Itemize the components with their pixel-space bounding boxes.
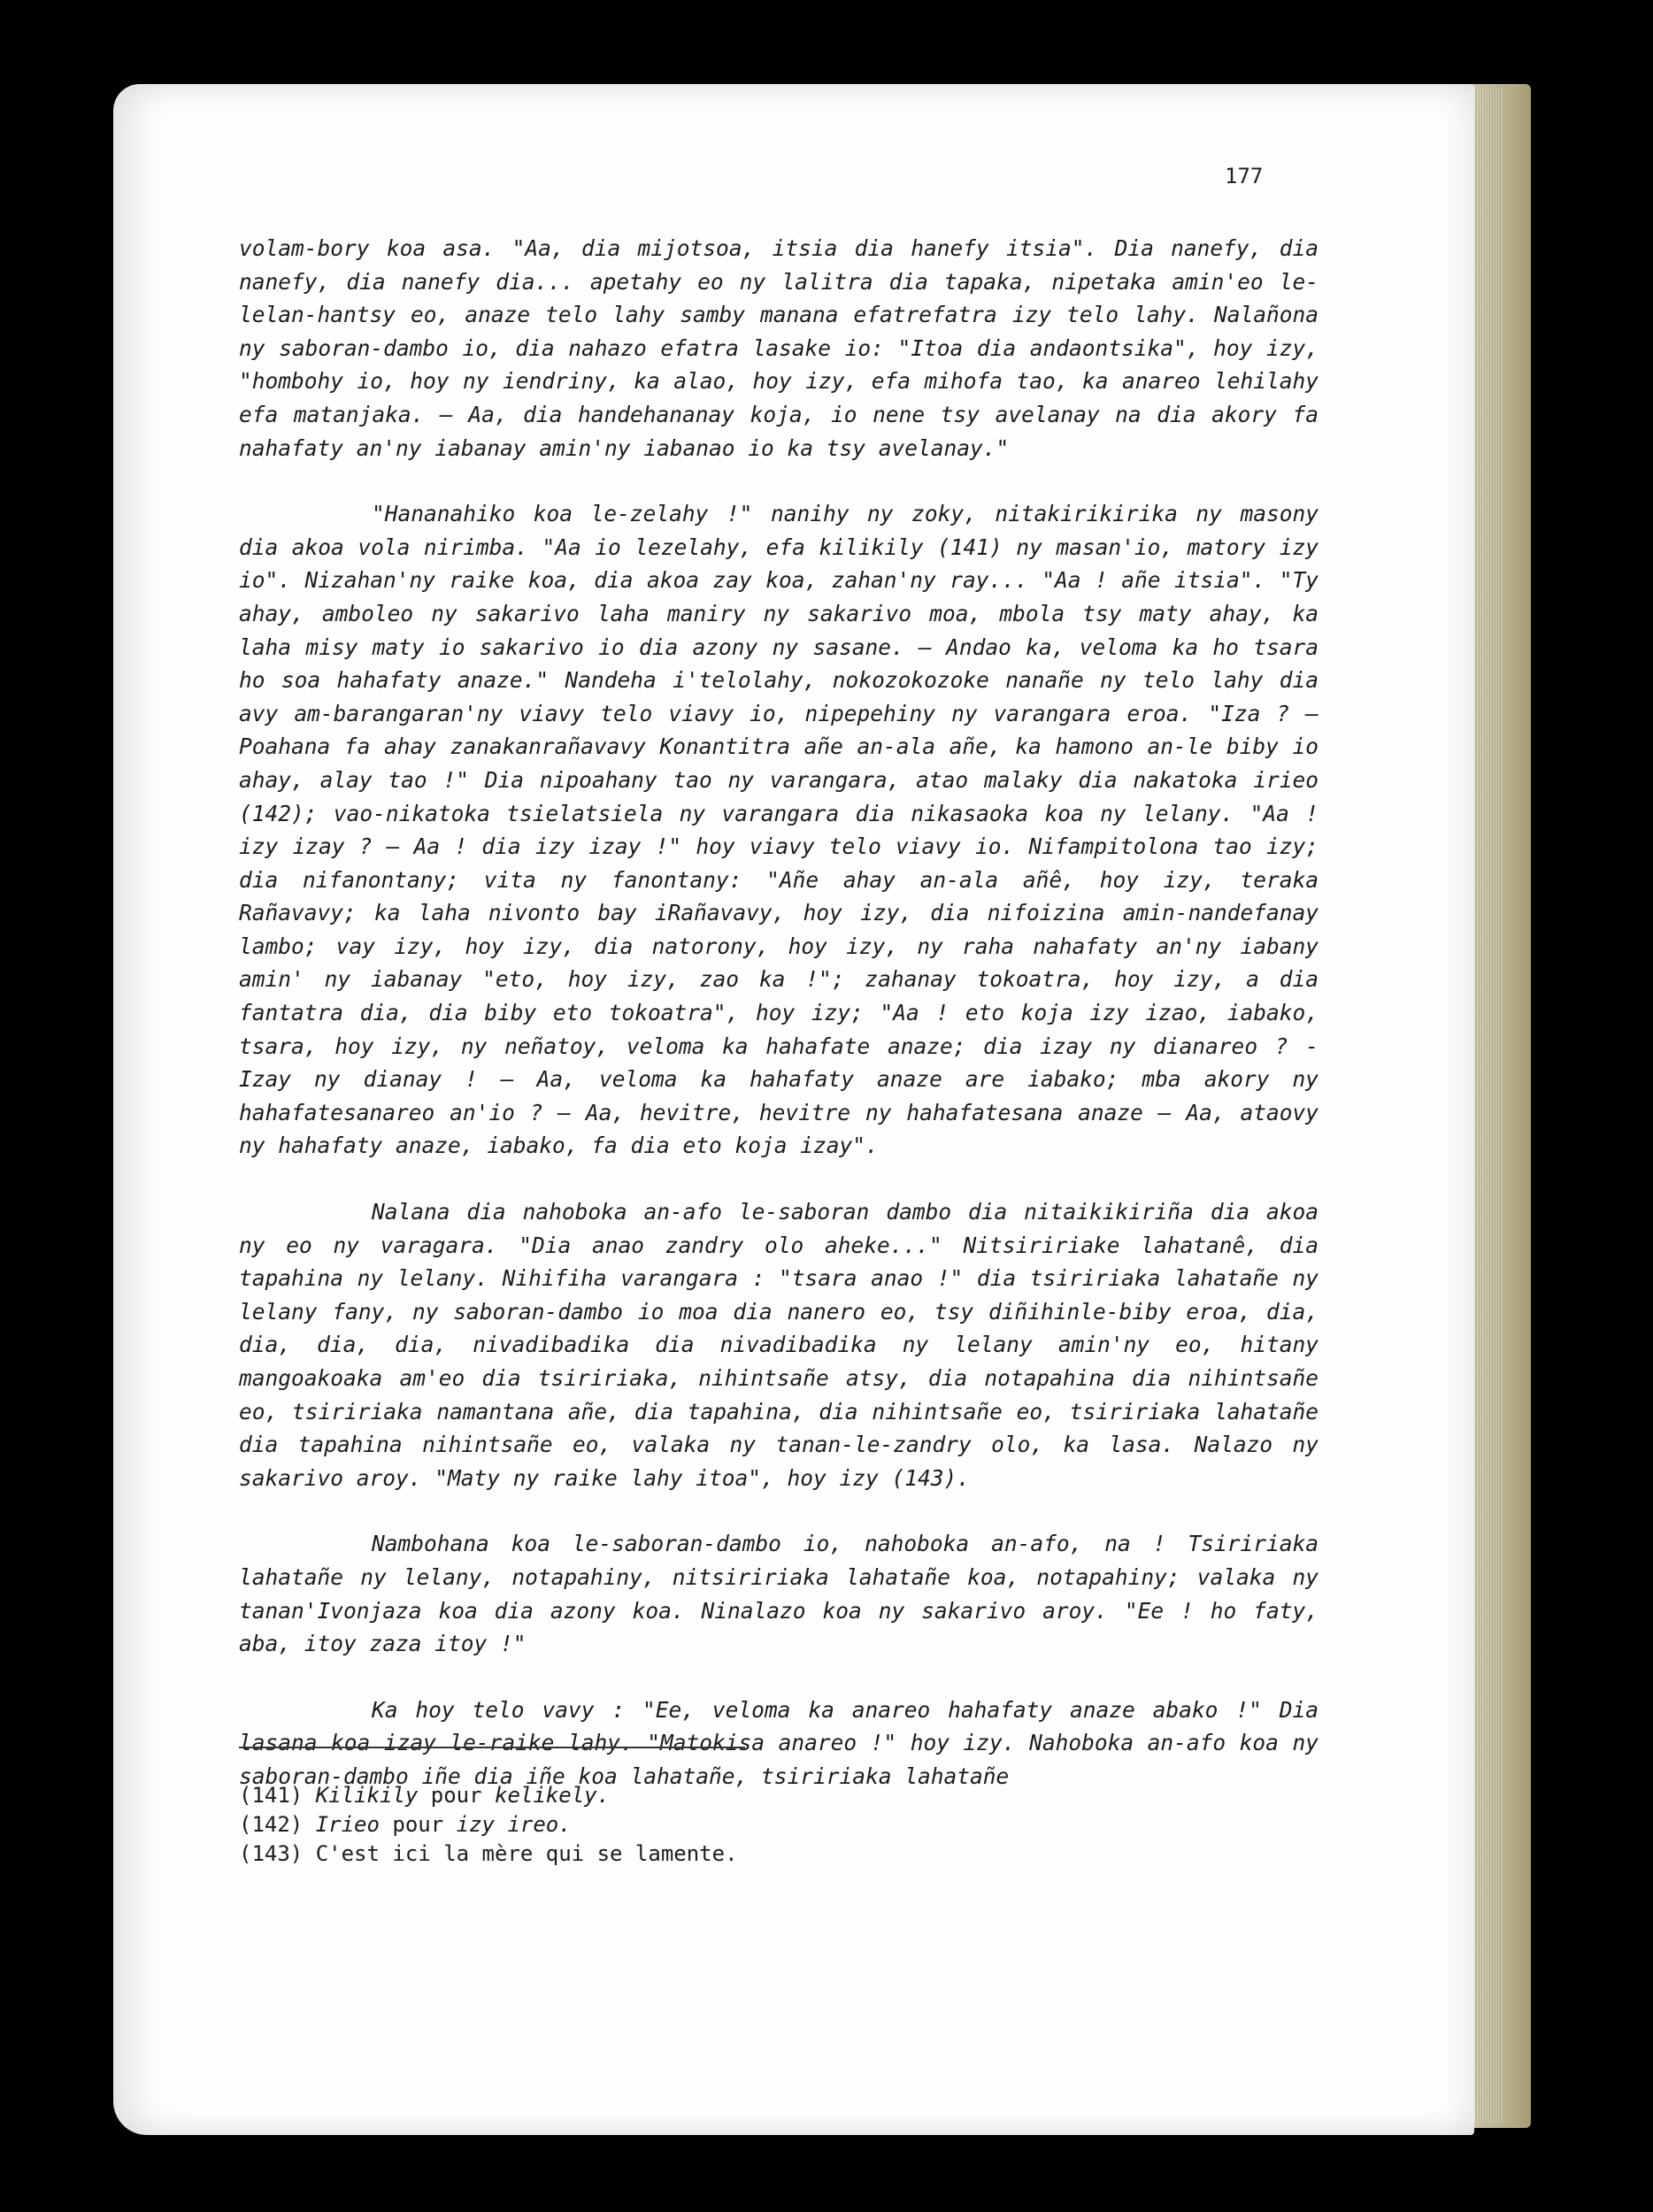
footnote-ref: kelikely. [495,1783,611,1808]
paragraph: Ka hoy telo vavy : "Ee, veloma ka anareo hahafaty anaze abako !" Dia lasana koa izay le-raike lahy. "Matokisa anareo !" hoy izy. Nahoboka an-afo koa ny saboran-dambo iñe dia iñe koa lahatañe, tsiririaka lahatañe [239,1696,1319,1789]
footnote-term: Irieo [315,1812,380,1837]
footnote [239,1781,1035,1810]
footnote-number: (141) [239,1783,304,1808]
paragraph: volam-bory koa asa. "Aa, dia mijotsoa, itsia dia hanefy itsia". Dia nanefy, dia nanefy, dia nanefy dia... apetahy eo ny lalitra dia tapaka, nipetaka amin'eo le-lelan-hantsy eo, anaze telo lahy samby manana efatrefatra izy telo lahy. Nalañona ny saboran-dambo io, dia nahazo efatra lasake io: "Itoa dia andaontsika", hoy izy, "hombohy io, hoy ny iendriny, ka alao, hoy izy, efa mihofa tao, ka anareo lehilahy efa matanjaka. — Aa, dia handehananay koja, io nene tsy avelanay na dia akory fa nahafaty an'ny iabanay amin'ny iabanao io ka tsy avelanay." [239,235,1319,461]
footnote-number: (143) [239,1841,304,1866]
footnote-term: Kilikily [315,1783,419,1808]
footnote-text: pour [418,1783,495,1808]
footnote [239,1810,1035,1839]
paragraph: "Hananahiko koa le-zelahy !" nanihy ny zoky, nitakirikirika ny masony dia akoa vola nirimba. "Aa io lezelahy, efa kilikily (141) ny masan'io, matory izy io". Nizahan'ny raike koa, dia akoa zay koa, zahan'ny ray... "Aa ! añe itsia". "Ty ahay, amboleo ny sakarivo laha maniry ny sakarivo moa, mbola tsy maty ahay, ka laha misy maty io sakarivo io dia azony ny sasane. — Andao ka, veloma ka ho tsara ho soa hahafaty anaze." Nandeha i'telolahy, nokozokozoke nanañe ny telo lahy dia avy am-barangaran'ny viavy telo viavy io, nipepehiny ny varangara eroa. "Iza ? — Poahana fa ahay zanakanrañavavy Konantitra añe an-ala añe, ka hamono an-le biby io ahay, alay tao !" Dia nipoahany tao ny varangara, atao malaky dia nakatoka irieo (142); vao-nikatoka tsielatsiela ny varangara dia nikasaoka koa ny lelany. "Aa ! izy izay ? — Aa ! dia izy izay !" hoy viavy telo viavy io. Nifampitolona tao izy; dia nifanontany; vita ny fanontany: "Añe ahay an-ala añê, hoy izy, teraka Rañavavy; ka laha nivonto bay iRañavavy, hoy izy, dia nifoizina amin-nandefanay lambo; vay izy, hoy izy, dia natorony, hoy izy, ny raha nahafaty an'ny iabany amin' ny iabanay "eto, hoy izy, zao ka !"; zahanay tokoatra, hoy izy, a dia fantatra dia, dia biby eto tokoatra", hoy izy; "Aa ! eto koja izy izao, iabako, tsara, hoy izy, ny neñatoy, veloma ka hahafate anaze; dia izay ny dianareo ? - Izay ny dianay ! — Aa, veloma ka hahafaty anaze are iabako; mba akory ny hahafatesanareo an'io ? — Aa, hevitre, hevitre ny hahafatesana anaze — Aa, ataovy ny hahafaty anaze, iabako, fa dia eto koja izay". [239,501,1319,1159]
body-text [239,232,1319,1793]
paragraph: Nalana dia nahoboka an-afo le-saboran dambo dia nitaikikiriña dia akoa ny eo ny varagara. "Dia anao zandry olo aheke..." Nitsiririake lahatanê, dia tapahina ny lelany. Nihifiha varangara : "tsara anao !" dia tsiririaka lahatañe ny lelany fany, ny saboran-dambo io moa dia nanero eo, tsy diñihinle-biby eroa, dia, dia, dia, dia, nivadibadika dia nivadibadika ny lelany amin'ny eo, hitany mangoakoaka am'eo dia tsiririaka, nihintsañe atsy, dia notapahina dia nihintsañe eo, tsiririaka namantana añe, dia tapahina, dia nihintsañe eo, tsiririaka lahatañe dia tapahina nihintsañe eo, valaka ny tanan-le-zandry olo, ka lasa. Nalazo ny sakarivo aroy. "Maty ny raike lahy itoa", hoy izy (143). [239,1199,1319,1491]
page-number: 177 [1225,164,1264,188]
footnote-text: pour [379,1812,457,1837]
footnotes [239,1781,1035,1869]
footnote-ref: izy ireo. [456,1812,572,1837]
footnote [239,1839,1035,1869]
footnote-rule [239,1747,745,1748]
footnote-number: (142) [239,1812,304,1837]
paragraph: Nambohana koa le-saboran-dambo io, nahoboka an-afo, na ! Tsiririaka lahatañe ny lelany, notapahiny, nitsiririaka lahatañe koa, notapahiny; valaka ny tanan'Ivonjaza koa dia azony koa. Ninalazo koa ny sakarivo aroy. "Ee ! ho faty, aba, itoy zaza itoy !" [239,1531,1319,1657]
footnote-text: C'est ici la mère qui se lamente. [303,1841,738,1866]
